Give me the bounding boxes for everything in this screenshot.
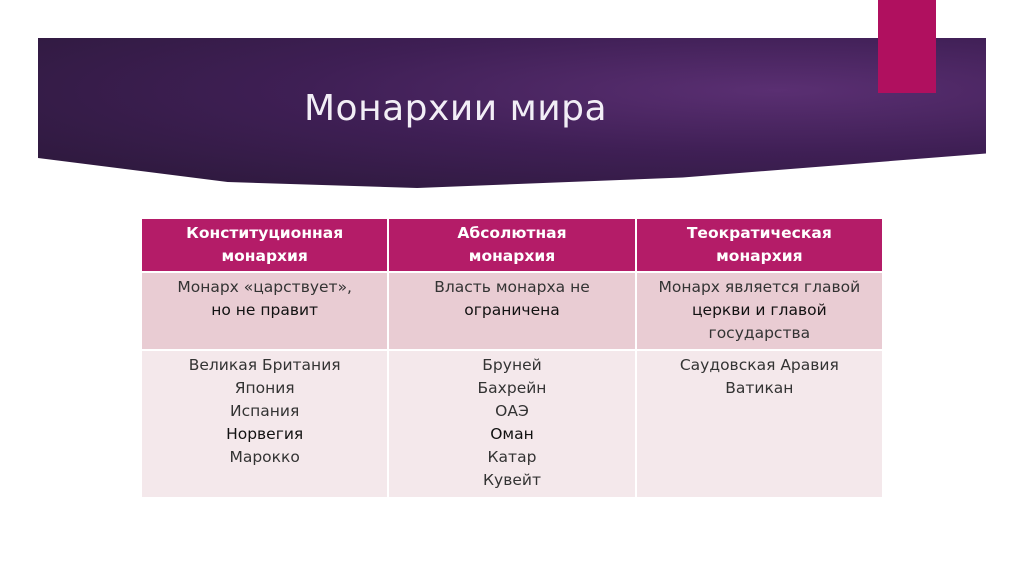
country-item: Марокко: [229, 448, 300, 466]
header-absolute: [388, 218, 635, 272]
definition-constitutional: [141, 272, 388, 350]
header-constitutional: [141, 218, 388, 272]
country-item: Норвегия: [226, 425, 304, 443]
header-line: Теократическая: [686, 224, 832, 242]
slide-title: Монархии мира: [304, 88, 608, 129]
definition-line: но не правит: [211, 301, 319, 319]
countries-constitutional: [141, 350, 388, 498]
header-line: монархия: [221, 247, 308, 265]
country-item: Испания: [230, 402, 300, 420]
countries-absolute: [388, 350, 635, 498]
definition-line: Власть монарха не: [434, 278, 590, 296]
definition-absolute: [388, 272, 635, 350]
definition-theocratic: [636, 272, 883, 350]
definition-row: [141, 272, 883, 350]
country-item: ОАЭ: [495, 402, 529, 420]
country-item: Кувейт: [483, 471, 541, 489]
header-line: Абсолютная: [457, 224, 567, 242]
accent-bar: [878, 0, 936, 93]
country-item: Бруней: [482, 356, 542, 374]
definition-line: церкви и главой: [691, 301, 827, 319]
definition-line: Монарх является главой: [658, 278, 861, 296]
header-row: [141, 218, 883, 272]
definition-line: государства: [708, 324, 811, 342]
header-theocratic: [636, 218, 883, 272]
countries-row: [141, 350, 883, 498]
country-item: Великая Британия: [188, 356, 341, 374]
country-item: Саудовская Аравия: [679, 356, 839, 374]
countries-theocratic: [636, 350, 883, 498]
header-line: Конституционная: [186, 224, 344, 242]
definition-line: ограничена: [464, 301, 560, 319]
country-item: Япония: [234, 379, 295, 397]
country-item: Катар: [487, 448, 537, 466]
header-line: монархия: [716, 247, 803, 265]
header-line: монархия: [468, 247, 556, 265]
country-item: Оман: [490, 425, 534, 443]
monarchy-table: [140, 217, 884, 499]
country-item: Бахрейн: [477, 379, 547, 397]
country-item: Ватикан: [725, 379, 794, 397]
definition-line: Монарх «царствует»,: [177, 278, 352, 296]
